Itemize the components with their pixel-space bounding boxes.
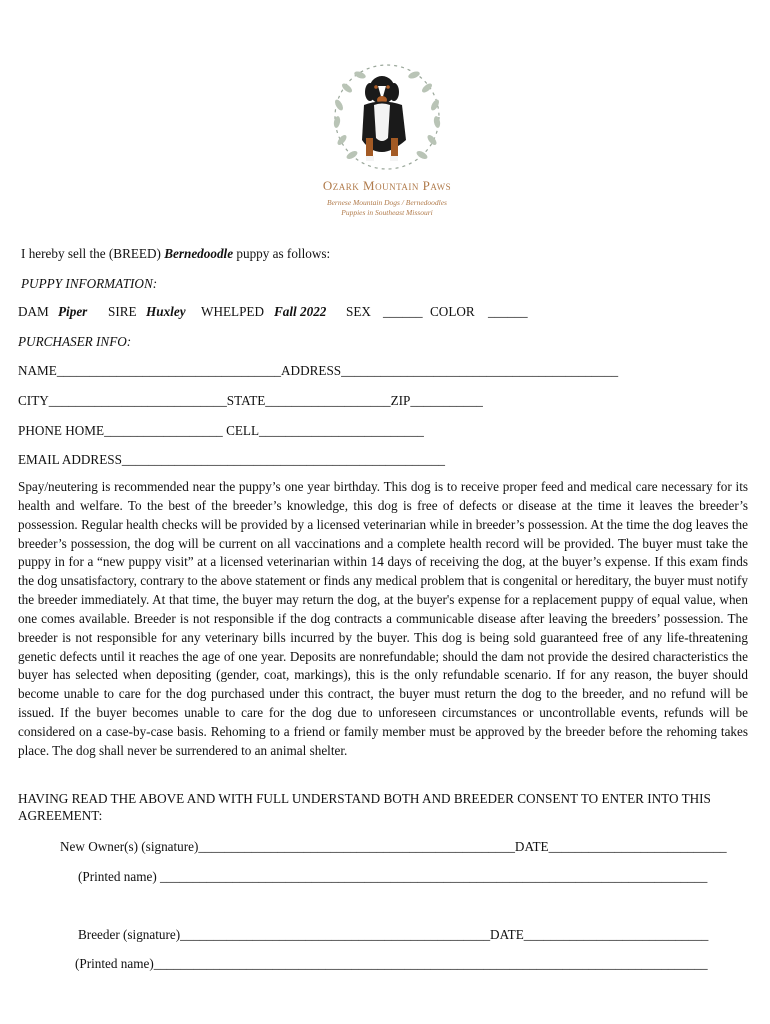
intro-before: I hereby sell the (BREED) <box>21 246 165 261</box>
whelped-label: WHELPED <box>201 304 264 319</box>
sex-label: SEX <box>346 304 371 319</box>
owner-signature-field[interactable]: New Owner(s) (signature)________________________________________________DATE___________________________ <box>60 839 727 854</box>
dog-wreath-logo-icon <box>312 60 462 178</box>
dam-value: Piper <box>58 304 88 319</box>
sire-label: SIRE <box>108 304 137 319</box>
whelped-value: Fall 2022 <box>274 304 327 319</box>
color-label: COLOR <box>430 304 475 319</box>
intro-after: puppy as follows: <box>233 246 331 261</box>
phone-field[interactable]: PHONE HOME__________________ CELL_________________________ <box>18 423 424 438</box>
owner-printed-name-field[interactable]: (Printed name) ___________________________________________________________________________________ <box>78 869 708 884</box>
name-address-field[interactable]: NAME__________________________________ADDRESS__________________________________________ <box>18 363 619 378</box>
puppy-info-heading: PUPPY INFORMATION: <box>21 276 158 291</box>
breed-value: Bernedoodle <box>164 246 234 261</box>
sire-value: Huxley <box>146 304 186 319</box>
logo-title: Ozark Mountain Paws <box>322 178 452 193</box>
email-field[interactable]: EMAIL ADDRESS_________________________________________________ <box>18 452 446 467</box>
intro-line <box>21 246 330 262</box>
breeder-printed-name-field[interactable]: (Printed name)____________________________________________________________________________________ <box>75 956 708 971</box>
logo-subtitle-1: Bernese Mountain Dogs / Bernedoodles <box>327 198 447 207</box>
dam-label: DAM <box>18 304 49 319</box>
logo-subtitle-2: Puppies in Southeast Missouri <box>341 208 433 217</box>
color-field[interactable]: ______ <box>488 304 528 319</box>
breeder-logo <box>312 60 462 225</box>
breeder-signature-field[interactable]: Breeder (signature)_______________________________________________DATE____________________________ <box>78 927 709 942</box>
agreement-heading: HAVING READ THE ABOVE AND WITH FULL UNDERSTAND BOTH AND BREEDER CONSENT TO ENTER INTO THIS AGREEMENT: <box>18 791 711 823</box>
sex-field[interactable]: ______ <box>383 304 423 319</box>
city-state-zip-field[interactable]: CITY___________________________STATE___________________ZIP___________ <box>18 393 483 408</box>
purchaser-heading: PURCHASER INFO: <box>18 334 132 349</box>
terms-paragraph: Spay/neutering is recommended near the puppy’s one year birthday. This dog is to receive proper feed and medical care necessary for its health and welfare. To the best of the breeder’s knowledge, this dog is free of defects or disease at the time it leaves the breeder’s possession. Regular health checks will be provided by a licensed veterinarian while in breeder’s possession. At the time the dog leaves the breeder’s possession, the dog will be current on all vaccinations and a complete health record will be provided. The buyer must take the puppy in for a “new puppy visit” at a licensed veterinarian within 14 days of receiving the dog, at the buyer’s expense. If this exam finds the dog unsatisfactory, contrary to the above statement or finds any medical problem that is congenital or hereditary, the buyer must notify the breeder immediately. At that time, the buyer may return the dog, at the buyer's expense for a replacement puppy of equal value, when one comes available. Breeder is not responsible if the dog contracts a communicable disease after leaving the breeders’ possession. The breeder is not responsible for any veterinary bills incurred by the buyer. This dog is being sold guaranteed free of any life-threatening genetic defects until it reaches the age of one year. Deposits are nonrefundable; should the dam not provide the desired characteristics the buyer has selected when depositing (gender, coat, markings), this is the only refundable scenario. If for any reason, the buyer should become unable to care for the dog purchased under this contract, the buyer must return the dog to the breeder, and no refund will be issued. If the buyer becomes unable to care for the dog due to unforeseen circumstances or uncontrollable events, refunds will be considered on a case-by-case basis. Rehoming to a friend or family member must be approved by the breeder before the rehoming takes place. The dog shall never be surrendered to an animal shelter. <box>18 479 748 758</box>
